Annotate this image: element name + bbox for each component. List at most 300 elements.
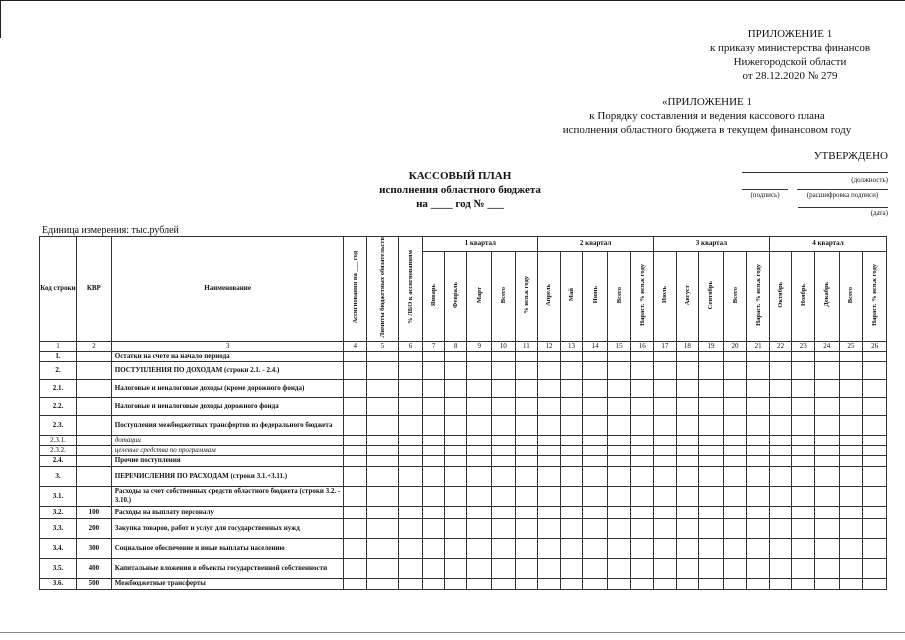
value-cell[interactable] [444,455,467,466]
value-cell[interactable] [815,486,840,506]
value-cell[interactable] [423,486,445,506]
value-cell[interactable] [723,506,747,518]
value-cell[interactable] [723,486,747,506]
value-cell[interactable] [863,518,887,538]
value-cell[interactable] [699,415,724,435]
value-cell[interactable] [863,415,887,435]
value-cell[interactable] [560,445,583,455]
value-cell[interactable] [423,397,445,415]
value-cell[interactable] [607,455,631,466]
value-cell[interactable] [699,351,724,361]
value-cell[interactable] [815,361,840,379]
value-cell[interactable] [467,351,492,361]
value-cell[interactable] [839,558,863,578]
value-cell[interactable] [467,506,492,518]
value-cell[interactable] [631,445,654,455]
value-cell[interactable] [654,445,677,455]
value-cell[interactable] [583,538,608,558]
value-cell[interactable] [654,538,677,558]
value-cell[interactable] [839,415,863,435]
value-cell[interactable] [560,415,583,435]
value-cell[interactable] [699,455,724,466]
value-cell[interactable] [792,558,815,578]
value-cell[interactable] [398,379,423,397]
value-cell[interactable] [467,435,492,445]
value-cell[interactable] [344,455,367,466]
value-cell[interactable] [344,351,367,361]
value-cell[interactable] [492,455,516,466]
value-cell[interactable] [467,397,492,415]
value-cell[interactable] [792,415,815,435]
value-cell[interactable] [560,518,583,538]
value-cell[interactable] [769,397,792,415]
value-cell[interactable] [444,558,467,578]
value-cell[interactable] [423,361,445,379]
value-cell[interactable] [583,415,608,435]
value-cell[interactable] [367,379,399,397]
value-cell[interactable] [515,361,538,379]
value-cell[interactable] [444,506,467,518]
value-cell[interactable] [492,415,516,435]
value-cell[interactable] [676,558,699,578]
value-cell[interactable] [444,538,467,558]
value-cell[interactable] [815,506,840,518]
value-cell[interactable] [792,466,815,486]
value-cell[interactable] [423,435,445,445]
value-cell[interactable] [515,445,538,455]
value-cell[interactable] [467,558,492,578]
value-cell[interactable] [515,397,538,415]
value-cell[interactable] [423,538,445,558]
value-cell[interactable] [631,351,654,361]
value-cell[interactable] [769,351,792,361]
value-cell[interactable] [723,379,747,397]
value-cell[interactable] [560,538,583,558]
value-cell[interactable] [839,486,863,506]
value-cell[interactable] [747,455,770,466]
value-cell[interactable] [344,558,367,578]
value-cell[interactable] [723,518,747,538]
value-cell[interactable] [654,361,677,379]
value-cell[interactable] [699,558,724,578]
value-cell[interactable] [398,538,423,558]
value-cell[interactable] [607,397,631,415]
value-cell[interactable] [492,361,516,379]
value-cell[interactable] [815,415,840,435]
value-cell[interactable] [367,506,399,518]
value-cell[interactable] [863,486,887,506]
value-cell[interactable] [654,466,677,486]
value-cell[interactable] [492,558,516,578]
value-cell[interactable] [654,486,677,506]
value-cell[interactable] [607,538,631,558]
value-cell[interactable] [467,361,492,379]
value-cell[interactable] [863,445,887,455]
value-cell[interactable] [538,435,561,445]
value-cell[interactable] [654,351,677,361]
value-cell[interactable] [769,415,792,435]
value-cell[interactable] [676,578,699,589]
value-cell[interactable] [423,506,445,518]
value-cell[interactable] [723,351,747,361]
value-cell[interactable] [863,466,887,486]
value-cell[interactable] [839,466,863,486]
value-cell[interactable] [560,351,583,361]
value-cell[interactable] [398,558,423,578]
value-cell[interactable] [538,415,561,435]
value-cell[interactable] [444,435,467,445]
value-cell[interactable] [423,445,445,455]
value-cell[interactable] [676,455,699,466]
value-cell[interactable] [631,455,654,466]
value-cell[interactable] [423,379,445,397]
value-cell[interactable] [423,415,445,435]
value-cell[interactable] [398,506,423,518]
value-cell[interactable] [583,435,608,445]
value-cell[interactable] [723,466,747,486]
value-cell[interactable] [398,397,423,415]
value-cell[interactable] [444,397,467,415]
value-cell[interactable] [467,578,492,589]
value-cell[interactable] [747,361,770,379]
value-cell[interactable] [863,351,887,361]
value-cell[interactable] [747,558,770,578]
value-cell[interactable] [515,518,538,538]
value-cell[interactable] [747,538,770,558]
value-cell[interactable] [560,379,583,397]
value-cell[interactable] [699,397,724,415]
value-cell[interactable] [515,486,538,506]
value-cell[interactable] [676,397,699,415]
value-cell[interactable] [607,578,631,589]
value-cell[interactable] [467,415,492,435]
value-cell[interactable] [398,518,423,538]
value-cell[interactable] [444,578,467,589]
value-cell[interactable] [538,486,561,506]
value-cell[interactable] [423,578,445,589]
value-cell[interactable] [747,379,770,397]
value-cell[interactable] [676,379,699,397]
value-cell[interactable] [538,351,561,361]
value-cell[interactable] [607,466,631,486]
value-cell[interactable] [467,379,492,397]
value-cell[interactable] [607,361,631,379]
value-cell[interactable] [344,538,367,558]
value-cell[interactable] [515,379,538,397]
value-cell[interactable] [863,361,887,379]
value-cell[interactable] [747,466,770,486]
value-cell[interactable] [367,486,399,506]
value-cell[interactable] [538,466,561,486]
value-cell[interactable] [654,578,677,589]
value-cell[interactable] [423,466,445,486]
value-cell[interactable] [676,435,699,445]
value-cell[interactable] [583,518,608,538]
value-cell[interactable] [398,466,423,486]
value-cell[interactable] [344,435,367,445]
value-cell[interactable] [631,538,654,558]
value-cell[interactable] [560,506,583,518]
value-cell[interactable] [344,578,367,589]
value-cell[interactable] [467,466,492,486]
value-cell[interactable] [398,445,423,455]
value-cell[interactable] [560,486,583,506]
value-cell[interactable] [792,435,815,445]
value-cell[interactable] [676,415,699,435]
value-cell[interactable] [815,518,840,538]
value-cell[interactable] [444,518,467,538]
value-cell[interactable] [839,455,863,466]
value-cell[interactable] [583,506,608,518]
value-cell[interactable] [344,506,367,518]
value-cell[interactable] [792,379,815,397]
value-cell[interactable] [560,361,583,379]
value-cell[interactable] [723,455,747,466]
value-cell[interactable] [515,538,538,558]
value-cell[interactable] [839,397,863,415]
value-cell[interactable] [839,518,863,538]
value-cell[interactable] [839,379,863,397]
value-cell[interactable] [769,486,792,506]
value-cell[interactable] [747,578,770,589]
value-cell[interactable] [344,445,367,455]
value-cell[interactable] [839,538,863,558]
value-cell[interactable] [423,351,445,361]
value-cell[interactable] [769,558,792,578]
value-cell[interactable] [863,578,887,589]
value-cell[interactable] [792,506,815,518]
value-cell[interactable] [423,455,445,466]
value-cell[interactable] [815,558,840,578]
value-cell[interactable] [423,518,445,538]
value-cell[interactable] [560,397,583,415]
value-cell[interactable] [631,435,654,445]
value-cell[interactable] [492,351,516,361]
value-cell[interactable] [699,506,724,518]
value-cell[interactable] [515,506,538,518]
value-cell[interactable] [699,361,724,379]
value-cell[interactable] [607,435,631,445]
value-cell[interactable] [467,538,492,558]
value-cell[interactable] [367,435,399,445]
value-cell[interactable] [467,455,492,466]
value-cell[interactable] [723,397,747,415]
value-cell[interactable] [631,361,654,379]
value-cell[interactable] [367,351,399,361]
value-cell[interactable] [723,558,747,578]
value-cell[interactable] [792,351,815,361]
value-cell[interactable] [676,466,699,486]
value-cell[interactable] [815,455,840,466]
value-cell[interactable] [367,397,399,415]
value-cell[interactable] [747,351,770,361]
value-cell[interactable] [654,518,677,538]
value-cell[interactable] [444,445,467,455]
value-cell[interactable] [631,558,654,578]
value-cell[interactable] [815,351,840,361]
value-cell[interactable] [398,578,423,589]
value-cell[interactable] [699,518,724,538]
value-cell[interactable] [863,506,887,518]
value-cell[interactable] [492,486,516,506]
value-cell[interactable] [699,578,724,589]
value-cell[interactable] [676,486,699,506]
value-cell[interactable] [344,397,367,415]
value-cell[interactable] [607,518,631,538]
value-cell[interactable] [631,506,654,518]
value-cell[interactable] [792,578,815,589]
value-cell[interactable] [863,538,887,558]
value-cell[interactable] [723,538,747,558]
value-cell[interactable] [492,518,516,538]
value-cell[interactable] [344,466,367,486]
value-cell[interactable] [699,486,724,506]
value-cell[interactable] [769,379,792,397]
value-cell[interactable] [631,486,654,506]
value-cell[interactable] [583,361,608,379]
value-cell[interactable] [538,455,561,466]
value-cell[interactable] [398,361,423,379]
value-cell[interactable] [538,538,561,558]
value-cell[interactable] [583,445,608,455]
value-cell[interactable] [444,379,467,397]
value-cell[interactable] [839,351,863,361]
value-cell[interactable] [676,518,699,538]
value-cell[interactable] [815,397,840,415]
value-cell[interactable] [367,466,399,486]
value-cell[interactable] [769,445,792,455]
value-cell[interactable] [699,466,724,486]
value-cell[interactable] [583,351,608,361]
value-cell[interactable] [560,466,583,486]
value-cell[interactable] [444,486,467,506]
value-cell[interactable] [839,506,863,518]
value-cell[interactable] [699,445,724,455]
value-cell[interactable] [423,558,445,578]
value-cell[interactable] [607,351,631,361]
value-cell[interactable] [492,506,516,518]
value-cell[interactable] [607,445,631,455]
value-cell[interactable] [515,578,538,589]
value-cell[interactable] [815,435,840,445]
value-cell[interactable] [747,435,770,445]
value-cell[interactable] [747,486,770,506]
value-cell[interactable] [792,361,815,379]
value-cell[interactable] [815,538,840,558]
value-cell[interactable] [792,397,815,415]
value-cell[interactable] [560,435,583,445]
value-cell[interactable] [863,455,887,466]
value-cell[interactable] [769,435,792,445]
value-cell[interactable] [607,506,631,518]
value-cell[interactable] [654,435,677,445]
value-cell[interactable] [631,415,654,435]
value-cell[interactable] [654,558,677,578]
value-cell[interactable] [792,486,815,506]
value-cell[interactable] [492,538,516,558]
value-cell[interactable] [769,578,792,589]
value-cell[interactable] [792,445,815,455]
value-cell[interactable] [723,435,747,445]
value-cell[interactable] [538,518,561,538]
value-cell[interactable] [676,351,699,361]
value-cell[interactable] [839,578,863,589]
value-cell[interactable] [515,558,538,578]
value-cell[interactable] [676,506,699,518]
value-cell[interactable] [723,415,747,435]
value-cell[interactable] [839,445,863,455]
value-cell[interactable] [815,466,840,486]
value-cell[interactable] [631,466,654,486]
value-cell[interactable] [538,558,561,578]
value-cell[interactable] [747,518,770,538]
value-cell[interactable] [444,466,467,486]
value-cell[interactable] [467,518,492,538]
value-cell[interactable] [607,558,631,578]
value-cell[interactable] [583,397,608,415]
value-cell[interactable] [398,435,423,445]
value-cell[interactable] [723,361,747,379]
value-cell[interactable] [367,518,399,538]
value-cell[interactable] [769,466,792,486]
value-cell[interactable] [863,435,887,445]
value-cell[interactable] [769,538,792,558]
value-cell[interactable] [515,455,538,466]
value-cell[interactable] [654,415,677,435]
value-cell[interactable] [492,466,516,486]
value-cell[interactable] [492,445,516,455]
value-cell[interactable] [607,415,631,435]
value-cell[interactable] [747,506,770,518]
value-cell[interactable] [367,558,399,578]
value-cell[interactable] [583,455,608,466]
value-cell[interactable] [344,361,367,379]
value-cell[interactable] [792,518,815,538]
value-cell[interactable] [676,445,699,455]
value-cell[interactable] [560,558,583,578]
value-cell[interactable] [654,379,677,397]
value-cell[interactable] [863,379,887,397]
value-cell[interactable] [398,486,423,506]
value-cell[interactable] [631,518,654,538]
value-cell[interactable] [583,466,608,486]
value-cell[interactable] [492,578,516,589]
value-cell[interactable] [792,538,815,558]
value-cell[interactable] [607,486,631,506]
value-cell[interactable] [769,361,792,379]
value-cell[interactable] [699,538,724,558]
value-cell[interactable] [344,518,367,538]
value-cell[interactable] [654,455,677,466]
value-cell[interactable] [344,415,367,435]
value-cell[interactable] [367,361,399,379]
value-cell[interactable] [538,379,561,397]
value-cell[interactable] [747,415,770,435]
value-cell[interactable] [398,455,423,466]
value-cell[interactable] [367,578,399,589]
value-cell[interactable] [769,506,792,518]
value-cell[interactable] [560,455,583,466]
value-cell[interactable] [583,558,608,578]
value-cell[interactable] [367,415,399,435]
value-cell[interactable] [367,455,399,466]
value-cell[interactable] [723,578,747,589]
value-cell[interactable] [699,379,724,397]
value-cell[interactable] [631,578,654,589]
value-cell[interactable] [863,558,887,578]
value-cell[interactable] [839,361,863,379]
value-cell[interactable] [492,435,516,445]
